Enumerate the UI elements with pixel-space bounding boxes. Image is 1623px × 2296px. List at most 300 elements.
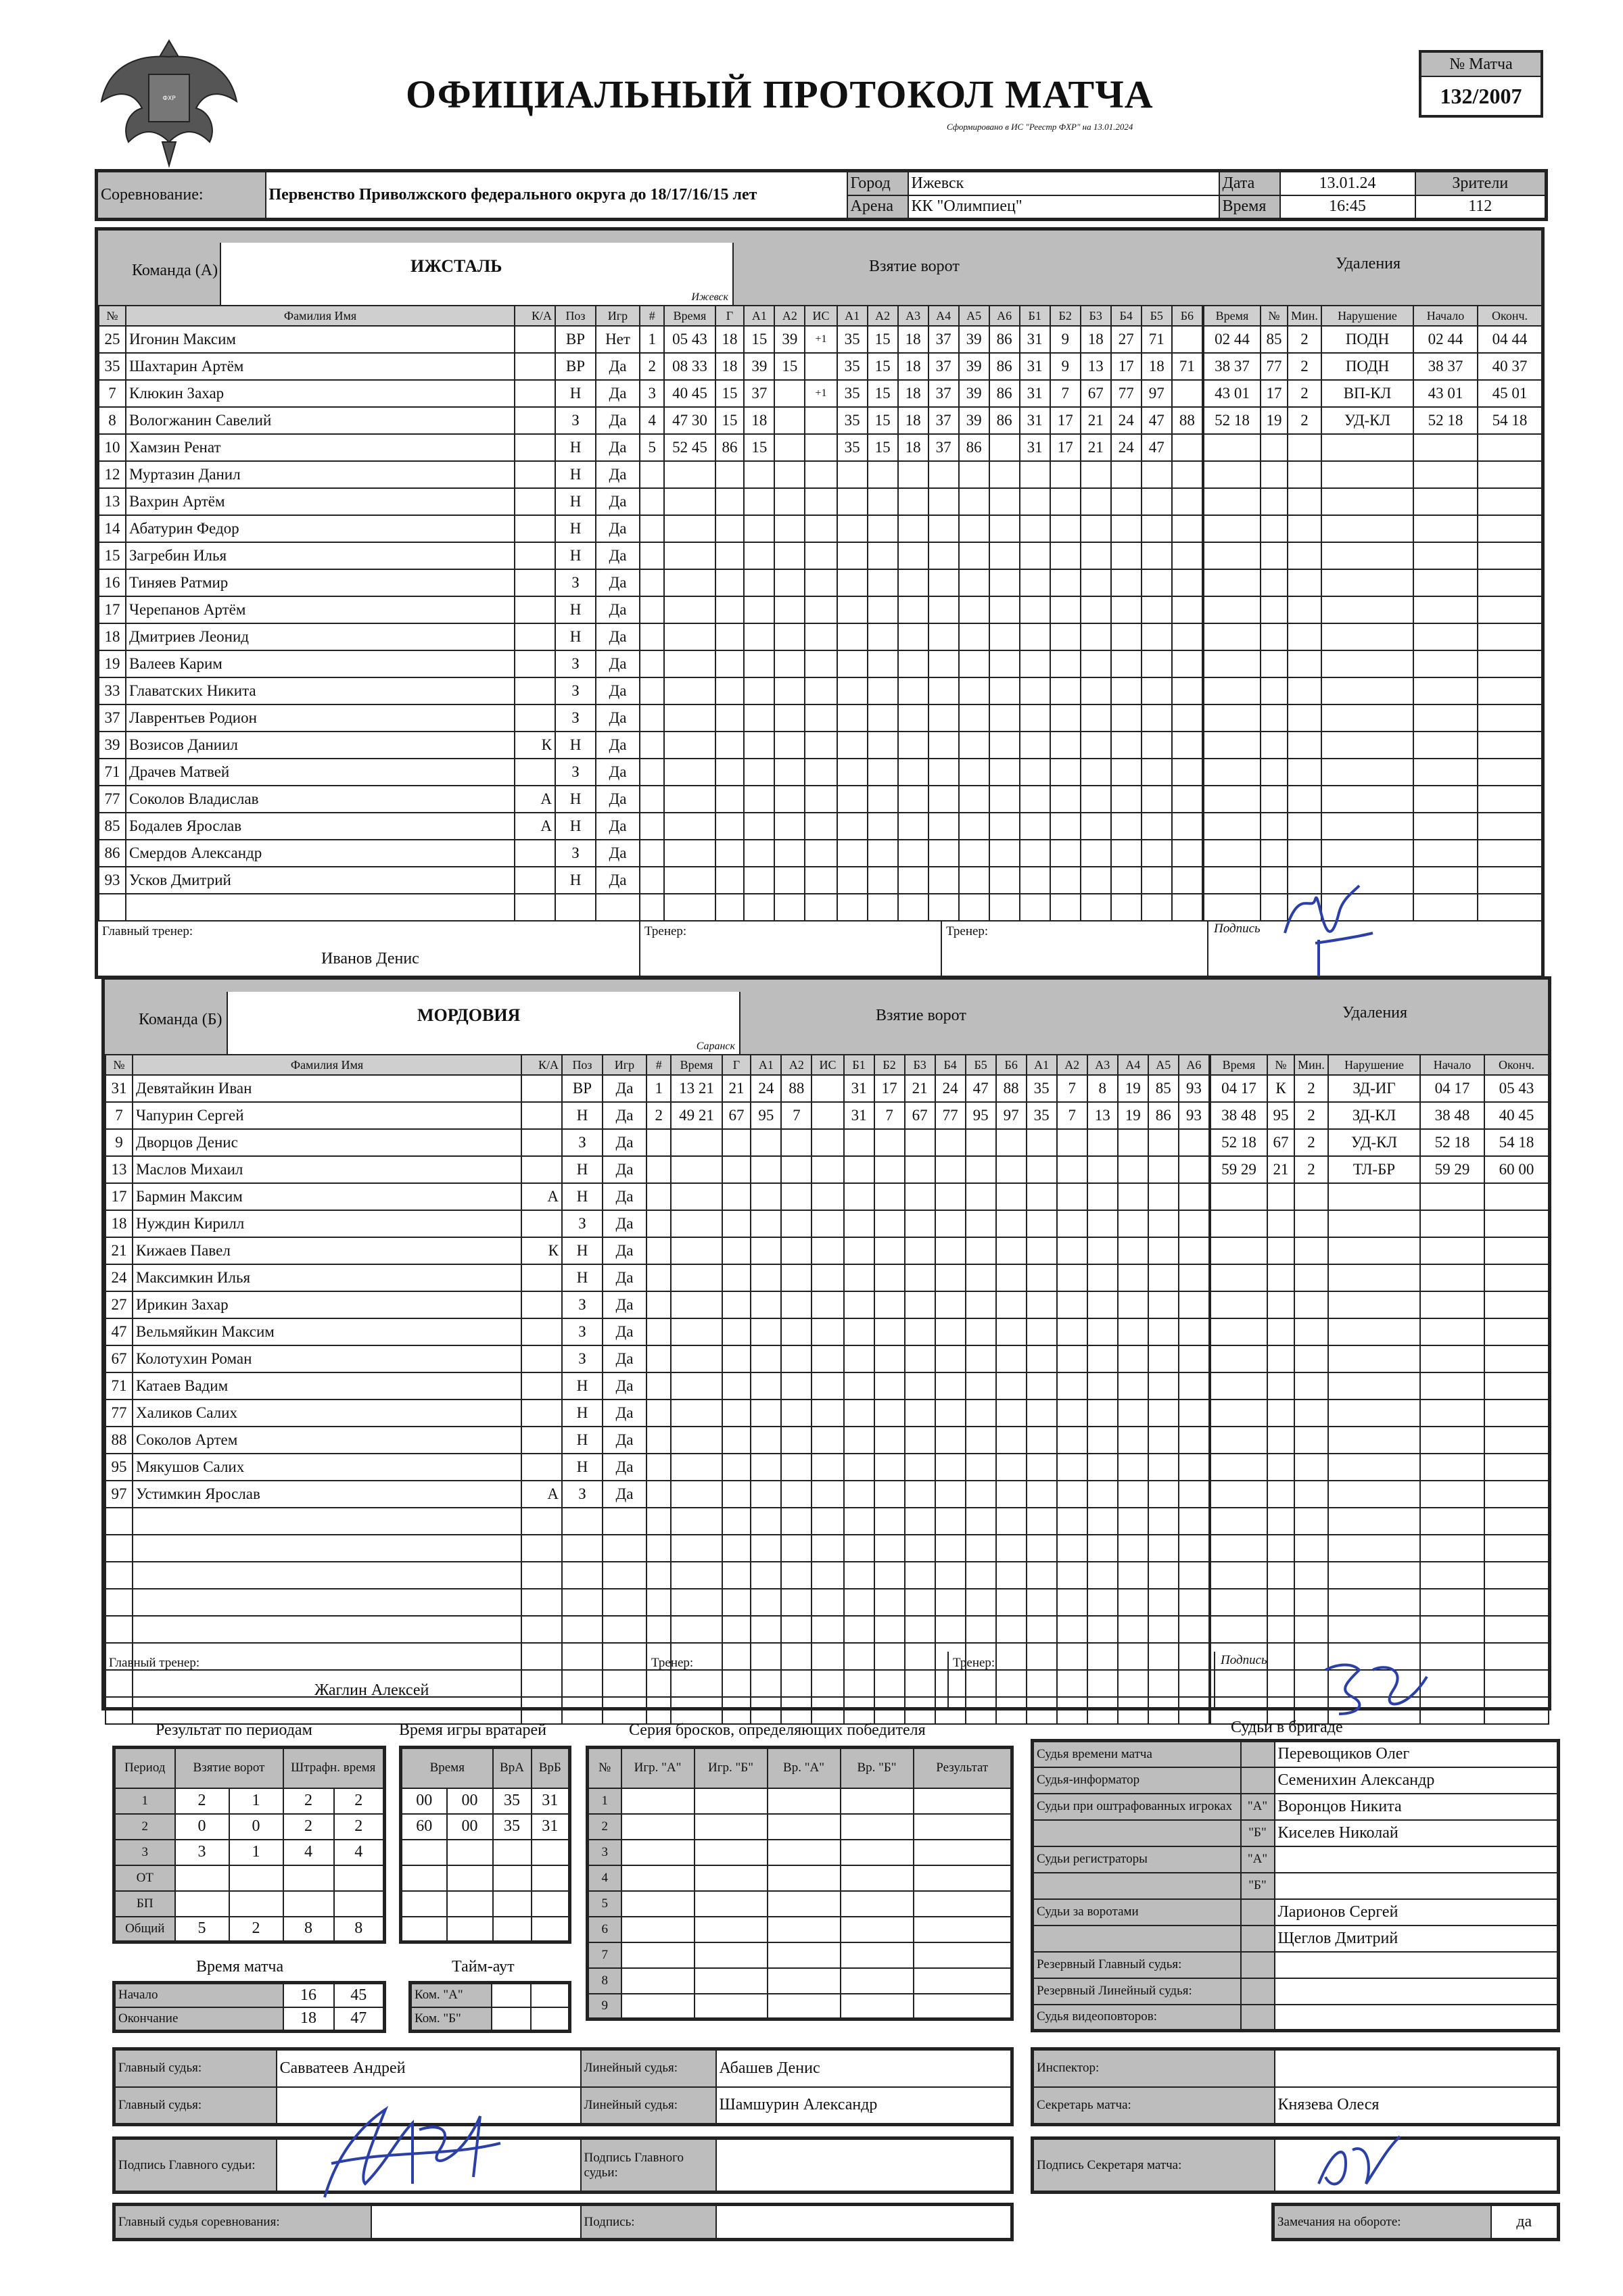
goal-cell [715, 569, 745, 596]
shootout-num: 4 [588, 1865, 621, 1891]
goal-cell [905, 1616, 935, 1643]
periods-title: Результат по периодам [156, 1721, 312, 1739]
goal-cell [664, 434, 715, 461]
inspector-table [1031, 2047, 1560, 2126]
goal-cell [935, 1372, 966, 1400]
pen-cell [1267, 1400, 1294, 1427]
goal-cell [868, 867, 898, 894]
pen-cell [1478, 434, 1542, 461]
goal-row [640, 704, 1202, 732]
goal-cell [774, 542, 805, 569]
pen-val: ПОДН [1345, 331, 1390, 348]
signatures-table [112, 2136, 1014, 2194]
goal-cell [1172, 732, 1202, 759]
pen-cell [1288, 461, 1321, 488]
pen-cell [1288, 569, 1321, 596]
goal-col: А4 [928, 306, 959, 326]
goal-cell [646, 1345, 671, 1372]
goal-col: А4 [1118, 1055, 1148, 1075]
pen-cell [1420, 1508, 1484, 1535]
pen-val: 37 [1447, 358, 1463, 375]
goal-cell [959, 704, 989, 732]
goal-cell [1111, 759, 1142, 786]
player-plays: Да [596, 596, 640, 623]
player-plays [596, 894, 640, 921]
goal-cell [774, 732, 805, 759]
pen-cell [1204, 353, 1261, 380]
penalty-row [1210, 1075, 1549, 1102]
pen-cell [1413, 515, 1478, 542]
pen-val: 02 [1428, 331, 1444, 348]
pen-cell [1321, 326, 1413, 353]
shootout-cell [914, 1891, 1012, 1917]
match-number: 132/2007 [1440, 84, 1522, 108]
goal-cell [868, 704, 898, 732]
brigade-tag [1241, 1741, 1275, 1767]
period-cell: 1 [229, 1840, 283, 1865]
pen-val: ТЛ-БР [1352, 1161, 1396, 1178]
goal-row [640, 677, 1202, 704]
player-ka [521, 1102, 562, 1129]
goal-cell [898, 759, 928, 786]
pen-cell [1328, 1102, 1420, 1129]
pen-cell [1328, 1264, 1420, 1291]
goal-cell [905, 1427, 935, 1454]
pen-cell [1204, 813, 1261, 840]
player-ka [521, 1129, 562, 1156]
goal-cell [751, 1183, 781, 1210]
inspector [1275, 2049, 1559, 2087]
period-cell: Общий [114, 1917, 175, 1942]
goal-cell [812, 1264, 843, 1291]
pen-cell [1420, 1183, 1484, 1210]
period-cell [334, 1891, 385, 1917]
goal-cell [664, 732, 715, 759]
goal-cell: 39 [774, 326, 805, 353]
goal-cell [905, 1156, 935, 1183]
pen-cell [1288, 623, 1321, 650]
pen-val: 29 [1454, 1161, 1470, 1178]
period-row [114, 1788, 385, 1814]
pen-cell [1261, 840, 1288, 867]
player-no: 7 [105, 1102, 133, 1129]
brigade-value [1275, 1873, 1559, 1899]
goal-cell [898, 569, 928, 596]
goal-cell [928, 786, 959, 813]
goal-cell [1057, 1156, 1087, 1183]
goal-cell [671, 1345, 722, 1372]
player-name: Главатских Никита [126, 677, 515, 704]
goal-cell [928, 759, 959, 786]
goal-cell [935, 1156, 966, 1183]
goal-cell [1027, 1535, 1057, 1562]
pen-cell [1478, 461, 1542, 488]
goal-cell [812, 1318, 843, 1345]
pen-cell [1484, 1264, 1549, 1291]
player-plays: Да [603, 1400, 646, 1427]
shootout-cell [695, 1994, 768, 2019]
pen-cell [1321, 380, 1413, 407]
goal-cell [844, 1291, 874, 1318]
player-name [126, 894, 515, 921]
pen-cell [1267, 1264, 1294, 1291]
period-cell: 8 [334, 1917, 385, 1942]
goal-cell [640, 732, 664, 759]
brigade-value: Ларионов Сергей [1275, 1899, 1559, 1926]
goal-cell [1081, 894, 1111, 921]
goal-cell [1027, 1129, 1057, 1156]
goal-cell [664, 677, 715, 704]
goal-cell [1050, 623, 1081, 650]
pen-cell [1413, 650, 1478, 677]
brigade-row [1033, 1899, 1559, 1926]
goal-cell [837, 515, 868, 542]
time: 16:45 [1280, 195, 1415, 220]
pen-cell [1210, 1210, 1267, 1237]
shootout-head: Вр. "Б" [841, 1748, 914, 1788]
goal-cell [868, 623, 898, 650]
goal-cell: 17 [1050, 434, 1081, 461]
team-b-penalties-title: Удаления [1342, 1004, 1408, 1022]
goal-cell [898, 813, 928, 840]
pen-cell [1204, 650, 1261, 677]
goal-cell [751, 1345, 781, 1372]
goal-cell [905, 1345, 935, 1372]
goal-cell [1081, 813, 1111, 840]
player-pos: Н [555, 596, 596, 623]
goal-cell [805, 732, 837, 759]
goal-col: Время [671, 1055, 722, 1075]
goal-col: Б6 [1172, 306, 1202, 326]
goal-cell [959, 461, 989, 488]
pen-cell [1261, 677, 1288, 704]
player-ka [521, 1156, 562, 1183]
goal-cell [935, 1210, 966, 1237]
goal-cell [1118, 1535, 1148, 1562]
goal-cell [1057, 1372, 1087, 1400]
goal-cell [640, 759, 664, 786]
goal-col: Б1 [844, 1055, 874, 1075]
player-row [105, 1156, 646, 1183]
goal-cell [1148, 1318, 1179, 1345]
pen-val: 44 [1511, 331, 1528, 348]
goal-cell [1172, 840, 1202, 867]
goal-cell [1148, 1156, 1179, 1183]
player-plays: Да [603, 1237, 646, 1264]
team-a-block [95, 227, 1545, 979]
team-b-roster [105, 1054, 647, 1725]
goal-cell [1148, 1345, 1179, 1372]
pen-cell [1210, 1427, 1267, 1454]
goal-cell [1179, 1454, 1209, 1481]
penalty-row [1210, 1291, 1549, 1318]
goal-cell [1172, 813, 1202, 840]
pen-cell [1420, 1102, 1484, 1129]
pen-cell [1321, 569, 1413, 596]
goal-cell [646, 1129, 671, 1156]
goal-cell [1148, 1183, 1179, 1210]
timeout-title: Тайм-аут [452, 1958, 515, 1976]
goal-cell [1057, 1427, 1087, 1454]
goal-cell [874, 1129, 905, 1156]
pen-col: № [1261, 306, 1288, 326]
goal-cell [959, 867, 989, 894]
goal-cell [1179, 1589, 1209, 1616]
goal-cell [1027, 1156, 1057, 1183]
player-row [99, 569, 640, 596]
goal-cell: 85 [1148, 1075, 1179, 1102]
player-name: Устимкин Ярослав [133, 1481, 521, 1508]
goal-cell [1087, 1427, 1118, 1454]
competition-label: Соревнование: [97, 171, 266, 220]
city: Ижевск [908, 171, 1219, 195]
player-name [133, 1508, 521, 1535]
goal-col: А2 [774, 306, 805, 326]
goal-cell [1050, 840, 1081, 867]
player-pos: З [562, 1291, 603, 1318]
pen-cell [1321, 840, 1413, 867]
goal-cell [928, 488, 959, 515]
goal-cell [722, 1562, 751, 1589]
shootout-row [588, 1942, 1012, 1968]
goal-cell [837, 542, 868, 569]
goal-cell [989, 732, 1020, 759]
goal-cell [874, 1291, 905, 1318]
goal-row [646, 1291, 1209, 1318]
goal-cell: 88 [996, 1075, 1027, 1102]
player-ka [521, 1535, 562, 1562]
goal-cell: 15 [715, 380, 745, 407]
team-a-roster [98, 305, 640, 922]
gk-cell: 60 [401, 1814, 447, 1840]
goal-cell [996, 1427, 1027, 1454]
goal-cell: 8 [1087, 1075, 1118, 1102]
period-cell: 2 [334, 1788, 385, 1814]
goal-cell [664, 542, 715, 569]
goal-cell [966, 1616, 996, 1643]
goal-cell [1179, 1129, 1209, 1156]
goal-cell [1179, 1345, 1209, 1372]
player-ka [515, 326, 555, 353]
goal-cell [959, 542, 989, 569]
player-ka [521, 1508, 562, 1535]
goal-cell [812, 1345, 843, 1372]
date: 13.01.24 [1280, 171, 1415, 195]
player-pos: Н [555, 732, 596, 759]
period-cell: 2 [334, 1814, 385, 1840]
goal-cell: 24 [1111, 434, 1142, 461]
pen-val: 52 [1434, 1134, 1451, 1151]
goal-cell [996, 1535, 1027, 1562]
player-no: 14 [99, 515, 126, 542]
pen-cell [1413, 732, 1478, 759]
match-number-box [1419, 50, 1543, 118]
shootout-cell [621, 1891, 695, 1917]
goal-cell [664, 488, 715, 515]
shootout-cell [621, 1994, 695, 2019]
player-pos: Н [562, 1237, 603, 1264]
goal-cell [751, 1264, 781, 1291]
goal-cell: 18 [898, 326, 928, 353]
pen-cell [1204, 326, 1261, 353]
player-pos: З [562, 1481, 603, 1508]
goal-cell [1148, 1508, 1179, 1535]
goal-cell [1142, 461, 1172, 488]
player-name [133, 1616, 521, 1643]
player-no: 12 [99, 461, 126, 488]
goal-cell [1050, 704, 1081, 732]
goal-cell [966, 1400, 996, 1427]
pen-cell [1204, 542, 1261, 569]
goal-cell [1027, 1264, 1057, 1291]
goal-cell [905, 1400, 935, 1427]
goal-cell [905, 1264, 935, 1291]
goal-cell: 35 [1027, 1102, 1057, 1129]
player-pos: З [562, 1210, 603, 1237]
shootout-num: 1 [588, 1788, 621, 1814]
player-plays: Да [596, 515, 640, 542]
pen-cell [1420, 1454, 1484, 1481]
pen-cell [1261, 380, 1288, 407]
goal-cell: 88 [781, 1075, 812, 1102]
pen-cell [1204, 704, 1261, 732]
col-plays: Игр [603, 1055, 646, 1075]
brigade-tag [1241, 2005, 1275, 2031]
goal-row [646, 1508, 1209, 1535]
goal-cell [966, 1264, 996, 1291]
goal-cell [722, 1156, 751, 1183]
pen-cell [1261, 569, 1288, 596]
goal-cell [646, 1156, 671, 1183]
city-label: Город [847, 171, 908, 195]
pen-val: 40 [1492, 358, 1508, 375]
pen-cell [1210, 1075, 1267, 1102]
coach-label-2: Тренер: [946, 924, 989, 938]
goal-cell: 7 [1057, 1102, 1087, 1129]
pen-col: Оконч. [1478, 306, 1542, 326]
goal-cell [996, 1237, 1027, 1264]
pen-cell [1484, 1102, 1549, 1129]
goal-cell [1087, 1508, 1118, 1535]
goal-cell [805, 650, 837, 677]
penalty-row [1210, 1237, 1549, 1264]
gk-time-head: Время [401, 1748, 493, 1788]
goal-cell [1118, 1129, 1148, 1156]
pen-cell [1288, 840, 1321, 867]
goal-cell [1179, 1481, 1209, 1508]
goal-cell: 35 [837, 407, 868, 434]
gk-cell [532, 1917, 570, 1942]
signature-label: Подпись [1214, 922, 1261, 936]
player-no: 7 [99, 380, 126, 407]
goal-cell [812, 1616, 843, 1643]
goal-row [640, 353, 1202, 380]
goal-cell: 15 [868, 353, 898, 380]
goal-cell: 15 [868, 434, 898, 461]
pen-val: 60 [1499, 1161, 1515, 1178]
player-plays: Да [603, 1427, 646, 1454]
goal-row [640, 840, 1202, 867]
goal-col: # [640, 306, 664, 326]
goal-cell [1111, 732, 1142, 759]
goal-cell [664, 704, 715, 732]
goal-cell [1172, 677, 1202, 704]
goal-cell [928, 461, 959, 488]
period-cell: БП [114, 1891, 175, 1917]
player-name: Драчев Матвей [126, 759, 515, 786]
brigade-tag: "Б" [1241, 1873, 1275, 1899]
pen-val: 18 [1454, 1134, 1470, 1151]
goal-cell [928, 569, 959, 596]
period-cell [175, 1891, 229, 1917]
goal-cell: 86 [989, 326, 1020, 353]
pen-cell [1478, 867, 1542, 894]
player-pos [562, 1508, 603, 1535]
goal-cell [715, 894, 745, 921]
gk-table [399, 1746, 571, 1944]
goal-cell [1087, 1210, 1118, 1237]
goal-cell [781, 1156, 812, 1183]
goal-cell [1027, 1372, 1057, 1400]
penalty-row [1210, 1481, 1549, 1508]
goal-row [646, 1237, 1209, 1264]
pen-cell [1204, 434, 1261, 461]
goal-cell: 18 [1081, 326, 1111, 353]
penalty-row [1204, 677, 1542, 704]
pen-val: 37 [1233, 358, 1250, 375]
gk-cell: 31 [532, 1814, 570, 1840]
pen-cell [1484, 1075, 1549, 1102]
goal-cell [905, 1372, 935, 1400]
player-row [99, 488, 640, 515]
goal-cell [646, 1562, 671, 1589]
goal-cell [812, 1075, 843, 1102]
period-cell: 0 [175, 1814, 229, 1840]
goal-cell [805, 704, 837, 732]
goal-cell [1172, 515, 1202, 542]
pen-cell [1210, 1481, 1267, 1508]
goal-row [646, 1156, 1209, 1183]
brigade-row [1033, 1741, 1559, 1767]
goal-cell [966, 1427, 996, 1454]
goal-cell [1179, 1400, 1209, 1427]
gk-grid [399, 1746, 571, 1944]
pen-val: 45 [1518, 1107, 1534, 1124]
goal-cell: 39 [959, 353, 989, 380]
player-row [105, 1264, 646, 1291]
pen-cell [1261, 542, 1288, 569]
goal-cell [715, 677, 745, 704]
player-ka [521, 1291, 562, 1318]
pen-cell [1328, 1291, 1420, 1318]
col-plays: Игр [596, 306, 640, 326]
goal-cell [1087, 1589, 1118, 1616]
goal-cell [1118, 1264, 1148, 1291]
team-b-penalties [1210, 1054, 1549, 1725]
pen-cell [1328, 1075, 1420, 1102]
gk-cell [532, 1865, 570, 1891]
goal-cell [1050, 867, 1081, 894]
goal-cell [966, 1210, 996, 1237]
goal-cell: 35 [1027, 1075, 1057, 1102]
player-plays: Да [596, 434, 640, 461]
goal-cell [898, 867, 928, 894]
start-hour: 16 [283, 1983, 334, 2007]
pen-cell [1210, 1237, 1267, 1264]
team-a-name: ИЖСТАЛЬ [410, 256, 502, 276]
pen-cell [1210, 1454, 1267, 1481]
goal-cell [1087, 1535, 1118, 1562]
